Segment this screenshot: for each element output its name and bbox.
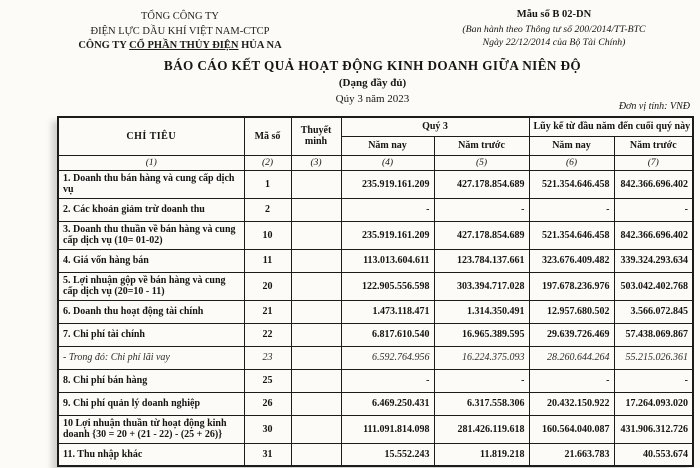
value-cell-luyke-nam-nay: 521.354.646.458 [529,170,614,198]
value-cell-luyke-nam-truoc: 503.042.402.768 [614,272,693,300]
value-cell-quy3-nam-nay: 6.592.764.956 [341,346,434,369]
header-nam-truoc-luyke: Năm trước [614,136,693,155]
value-cell-quy3-nam-truoc: 11.819.218 [434,443,529,466]
value-cell-luyke-nam-truoc: 842.366.696.402 [614,221,693,249]
thuyet-minh-cell [291,198,341,221]
ma-so-cell: 10 [244,221,291,249]
table-row [58,221,693,249]
row-label-cell: 1. Doanh thu bán hàng và cung cấp dịch vụ [58,170,244,198]
row-label-cell: 2. Các khoản giảm trừ doanh thu [58,198,244,221]
value-cell-quy3-nam-nay: 6.817.610.540 [341,323,434,346]
value-cell-luyke-nam-nay: 197.678.236.976 [529,272,614,300]
header-nam-nay-quy3: Năm nay [341,136,434,155]
title-block [55,57,690,107]
value-cell-quy3-nam-truoc: 16.965.389.595 [434,323,529,346]
value-cell-luyke-nam-nay: 12.957.680.502 [529,300,614,323]
value-cell-quy3-nam-nay: 113.013.604.611 [341,249,434,272]
colnum-6: (6) [529,155,614,170]
header-chi-tieu: CHỈ TIÊU [58,117,244,155]
value-cell-luyke-nam-nay: 21.663.783 [529,443,614,466]
row-label-cell: 7. Chi phí tài chính [58,323,244,346]
report-title: BÁO CÁO KẾT QUẢ HOẠT ĐỘNG KINH DOANH GIỮA NIÊN ĐỘ [163,58,582,73]
value-cell-luyke-nam-nay: - [529,369,614,392]
row-label-cell: 6. Doanh thu hoạt động tài chính [58,300,244,323]
value-cell-quy3-nam-nay: 111.091.814.098 [341,415,434,443]
thuyet-minh-cell [291,272,341,300]
thuyet-minh-cell [291,392,341,415]
table-row [58,346,693,369]
value-cell-quy3-nam-nay: 122.905.556.598 [341,272,434,300]
company-line-1: TỔNG CÔNG TY [141,11,219,22]
row-label-cell: 10 Lợi nhuận thuần từ hoạt động kinh doanh {30 = 20 + (21 - 22) - (25 + 26)} [58,415,244,443]
form-circular-line-2: Ngày 22/12/2014 của Bộ Tài Chính) [482,37,626,49]
value-cell-luyke-nam-truoc: 57.438.069.867 [614,323,693,346]
value-cell-luyke-nam-nay: 29.639.726.469 [529,323,614,346]
ma-so-cell: 30 [244,415,291,443]
value-cell-luyke-nam-truoc: 40.553.674 [614,443,693,466]
value-cell-luyke-nam-truoc: 339.324.293.634 [614,249,693,272]
value-cell-luyke-nam-nay: 521.354.646.458 [529,221,614,249]
row-label-cell: 8. Chi phí bán hàng [58,369,244,392]
value-cell-quy3-nam-nay: - [341,369,434,392]
value-cell-luyke-nam-nay: 20.432.150.922 [529,392,614,415]
table-row [58,170,693,198]
ma-so-cell: 11 [244,249,291,272]
value-cell-luyke-nam-nay: 160.564.040.087 [529,415,614,443]
table-row [58,272,693,300]
ma-so-cell: 31 [244,443,291,466]
thuyet-minh-cell [291,443,341,466]
thuyet-minh-cell [291,300,341,323]
value-cell-quy3-nam-truoc: 427.178.854.689 [434,170,529,198]
value-cell-luyke-nam-truoc: 431.906.312.726 [614,415,693,443]
ma-so-cell: 2 [244,198,291,221]
value-cell-quy3-nam-truoc: - [434,198,529,221]
unit-note: Đơn vị tính: VNĐ [618,101,690,112]
colnum-4: (4) [341,155,434,170]
ma-so-cell: 20 [244,272,291,300]
form-number: Mẫu số B 02-DN [516,9,592,20]
thuyet-minh-cell [291,249,341,272]
thuyet-minh-cell [291,323,341,346]
value-cell-luyke-nam-truoc: 3.566.072.845 [614,300,693,323]
header-thuyet-minh: Thuyết minh [291,117,341,155]
value-cell-quy3-nam-nay: 235.919.161.209 [341,170,434,198]
value-cell-luyke-nam-truoc: 17.264.093.020 [614,392,693,415]
table-row [58,415,693,443]
ma-so-cell: 22 [244,323,291,346]
thuyet-minh-cell [291,415,341,443]
ma-so-cell: 23 [244,346,291,369]
ma-so-cell: 25 [244,369,291,392]
thuyet-minh-cell [291,346,341,369]
ma-so-cell: 1 [244,170,291,198]
table-row [58,392,693,415]
colnum-1: (1) [58,155,244,170]
ma-so-cell: 26 [244,392,291,415]
value-cell-quy3-nam-truoc: 427.178.854.689 [434,221,529,249]
value-cell-quy3-nam-nay: - [341,198,434,221]
value-cell-quy3-nam-truoc: 1.314.350.491 [434,300,529,323]
income-statement-table [57,116,694,467]
value-cell-quy3-nam-nay: 1.473.118.471 [341,300,434,323]
value-cell-quy3-nam-nay: 6.469.250.431 [341,392,434,415]
header-row-column-numbers [58,155,693,170]
company-name-underlined: CỔ PHẦN THỦY ĐIỆN [129,40,239,52]
value-cell-luyke-nam-truoc: 842.366.696.402 [614,170,693,198]
value-cell-quy3-nam-truoc: 6.317.558.306 [434,392,529,415]
report-table-body [58,170,693,466]
header-nam-truoc-quy3: Năm trước [434,136,529,155]
thuyet-minh-cell [291,369,341,392]
value-cell-luyke-nam-nay: 28.260.644.264 [529,346,614,369]
company-line-3 [55,39,305,54]
table-row [58,198,693,221]
thuyet-minh-cell [291,170,341,198]
company-line-2: ĐIỆN LỰC DẦU KHÍ VIỆT NAM-CTCP [90,25,270,37]
row-label-cell: 11. Thu nhập khác [58,443,244,466]
header-ma-so: Mã số [244,117,291,155]
value-cell-quy3-nam-truoc: - [434,369,529,392]
company-name-suffix: HỦA NA [238,40,282,52]
table-row [58,249,693,272]
colnum-3: (3) [291,155,341,170]
row-label-cell: 5. Lợi nhuận gộp về bán hàng và cung cấp dịch vụ (20=10 - 11) [58,272,244,300]
value-cell-quy3-nam-truoc: 303.394.717.028 [434,272,529,300]
header-row-groups [58,117,693,136]
form-number-block [415,8,693,50]
report-subtitle: (Dạng đầy đủ) [338,76,407,89]
row-label-cell: - Trong đó: Chi phí lãi vay [58,346,244,369]
value-cell-quy3-nam-truoc: 281.426.119.618 [434,415,529,443]
ma-so-cell: 21 [244,300,291,323]
report-period: Qúy 3 năm 2023 [335,92,410,105]
colnum-7: (7) [614,155,693,170]
colnum-2: (2) [244,155,291,170]
table-row [58,369,693,392]
value-cell-quy3-nam-nay: 15.552.243 [341,443,434,466]
value-cell-luyke-nam-truoc: 55.215.026.361 [614,346,693,369]
table-row [58,443,693,466]
value-cell-luyke-nam-truoc: - [614,369,693,392]
header-nam-nay-luyke: Năm nay [529,136,614,155]
value-cell-quy3-nam-nay: 235.919.161.209 [341,221,434,249]
row-label-cell: 4. Giá vốn hàng bán [58,249,244,272]
company-header-block [55,10,305,54]
table-row [58,300,693,323]
header-luy-ke: Lũy kế từ đầu năm đến cuối quý này [529,117,693,136]
value-cell-luyke-nam-truoc: - [614,198,693,221]
form-circular-line-1: (Ban hành theo Thông tư số 200/2014/TT-BTC [462,23,646,35]
value-cell-luyke-nam-nay: - [529,198,614,221]
table-row [58,323,693,346]
value-cell-quy3-nam-truoc: 123.784.137.661 [434,249,529,272]
value-cell-luyke-nam-nay: 323.676.409.482 [529,249,614,272]
value-cell-quy3-nam-truoc: 16.224.375.093 [434,346,529,369]
thuyet-minh-cell [291,221,341,249]
table-header [58,117,693,170]
row-label-cell: 3. Doanh thu thuần về bán hàng và cung cấp dịch vụ (10= 01-02) [58,221,244,249]
company-name-prefix: CÔNG TY [78,40,130,52]
row-label-cell: 9. Chi phí quản lý doanh nghiệp [58,392,244,415]
colnum-5: (5) [434,155,529,170]
header-quy-3: Quý 3 [341,117,529,136]
